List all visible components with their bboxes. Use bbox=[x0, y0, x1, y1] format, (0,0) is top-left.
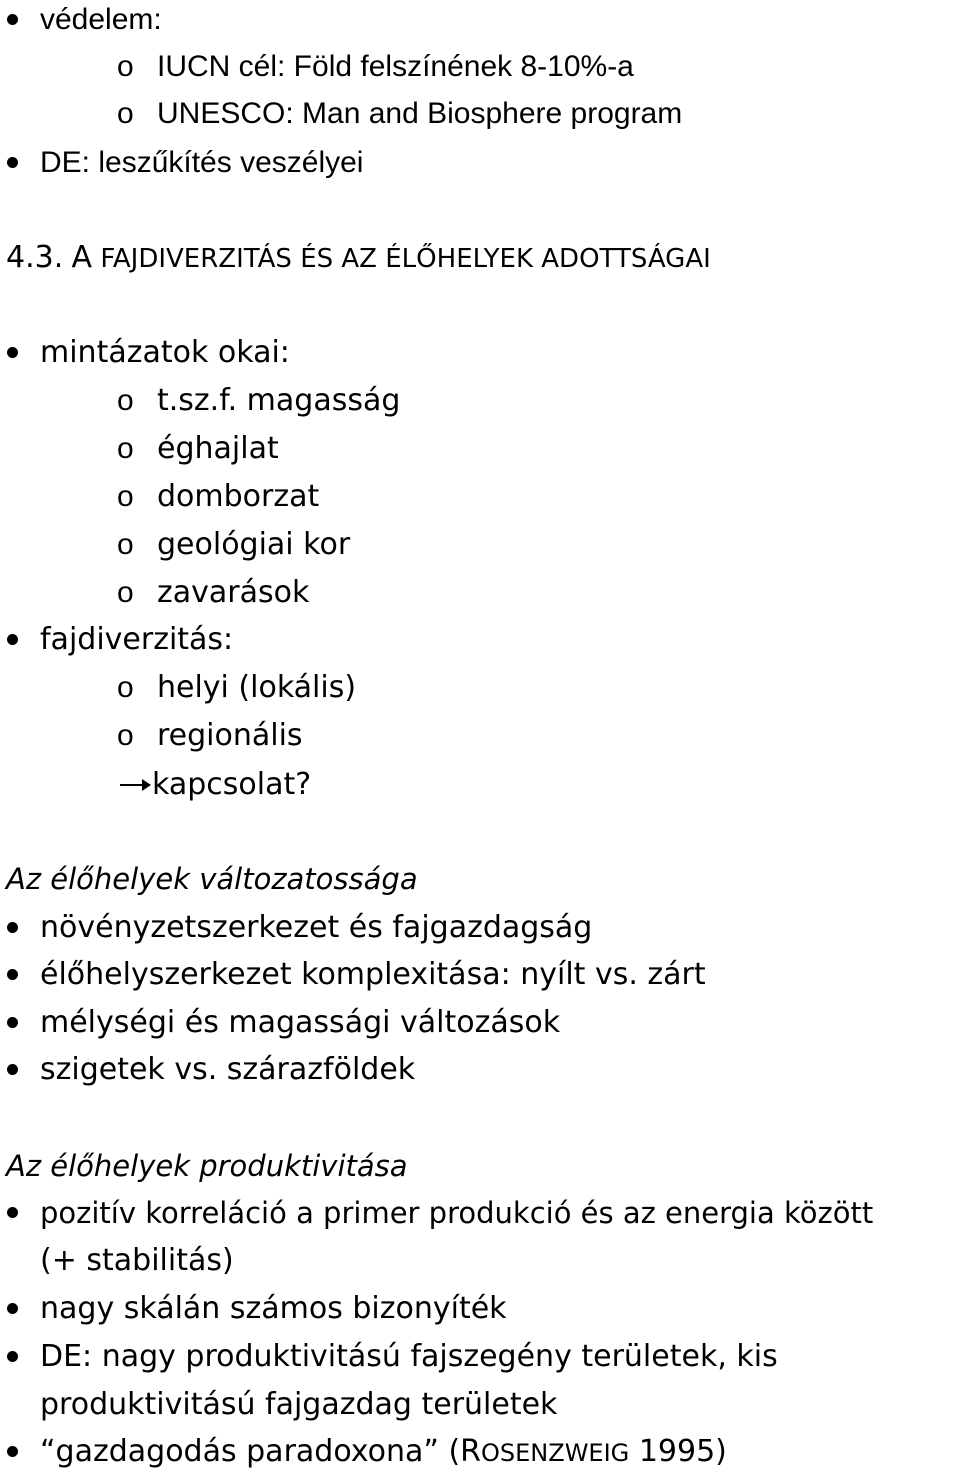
item-text: védelem: bbox=[40, 3, 162, 36]
bullet-icon bbox=[7, 634, 18, 645]
open-quote: “ bbox=[40, 1434, 56, 1469]
item-text: mintázatok okai: bbox=[40, 335, 290, 370]
item-text: regionális bbox=[157, 718, 303, 753]
bullet-icon bbox=[7, 347, 18, 358]
bullet-icon bbox=[7, 1017, 18, 1028]
bullet-icon bbox=[7, 1303, 18, 1314]
item-text: élőhelyszerkezet komplexitása: nyílt vs. zárt bbox=[40, 957, 706, 992]
item-text: pozitív korreláció a primer produkció és az energia között bbox=[40, 1196, 874, 1230]
item-text: zavarások bbox=[157, 575, 310, 610]
bullet-icon bbox=[7, 969, 18, 980]
item-text: mélységi és magassági változások bbox=[40, 1005, 561, 1040]
item-text: UNESCO: Man and Biosphere program bbox=[157, 97, 683, 130]
bullet-icon bbox=[7, 1064, 18, 1075]
bullet-icon bbox=[7, 14, 18, 25]
circle-bullet-icon: o bbox=[117, 528, 134, 561]
circle-bullet-icon: o bbox=[117, 97, 134, 130]
item-text: nagy skálán számos bizonyíték bbox=[40, 1291, 507, 1326]
heading-rest: FAJDIVERZITÁS ÉS AZ ÉLŐHELYEK ADOTTSÁGAI bbox=[100, 244, 711, 274]
bullet-icon bbox=[7, 157, 18, 168]
close-quote: ” bbox=[423, 1434, 439, 1469]
item-text: domborzat bbox=[157, 479, 320, 514]
author-initial: R bbox=[460, 1434, 482, 1469]
item-text: szigetek vs. szárazföldek bbox=[40, 1052, 416, 1087]
item-text: DE: leszűkítés veszélyei bbox=[40, 146, 364, 179]
circle-bullet-icon: o bbox=[117, 384, 134, 417]
circle-bullet-icon: o bbox=[117, 50, 134, 83]
circle-bullet-icon: o bbox=[117, 480, 134, 513]
paren-open: ( bbox=[448, 1434, 461, 1469]
bullet-icon bbox=[7, 1351, 18, 1362]
item-text: (+ stabilitás) bbox=[40, 1243, 234, 1278]
bullet-icon bbox=[7, 922, 18, 933]
bullet-icon bbox=[7, 1446, 18, 1457]
circle-bullet-icon: o bbox=[117, 576, 134, 609]
item-text: IUCN cél: Föld felszínének 8-10%-a bbox=[157, 50, 634, 83]
item-text: DE: nagy produktivitású fajszegény területek, kis bbox=[40, 1339, 778, 1374]
bullet-icon bbox=[7, 1207, 18, 1218]
circle-bullet-icon: o bbox=[117, 671, 134, 704]
item-text: helyi (lokális) bbox=[157, 670, 357, 705]
circle-bullet-icon: o bbox=[117, 719, 134, 752]
heading-first-letter: A bbox=[71, 240, 93, 275]
item-text bbox=[40, 1434, 727, 1471]
item-text: geológiai kor bbox=[157, 527, 351, 562]
item-text: növényzetszerkezet és fajgazdagság bbox=[40, 910, 593, 945]
author-rest: OSENZWEIG bbox=[481, 1439, 630, 1467]
item-text: produktivitású fajgazdag területek bbox=[40, 1387, 558, 1422]
item-text: éghajlat bbox=[157, 431, 279, 466]
item-text: fajdiverzitás: bbox=[40, 622, 234, 657]
circle-bullet-icon: o bbox=[117, 432, 134, 465]
heading-number: 4.3. bbox=[6, 240, 64, 275]
item-text: kapcsolat? bbox=[152, 767, 312, 802]
arrow-right-icon bbox=[118, 767, 152, 803]
item-text: t.sz.f. magasság bbox=[157, 383, 401, 418]
quoted-phrase: gazdagodás paradoxona bbox=[55, 1434, 424, 1469]
year: 1995) bbox=[638, 1434, 727, 1469]
